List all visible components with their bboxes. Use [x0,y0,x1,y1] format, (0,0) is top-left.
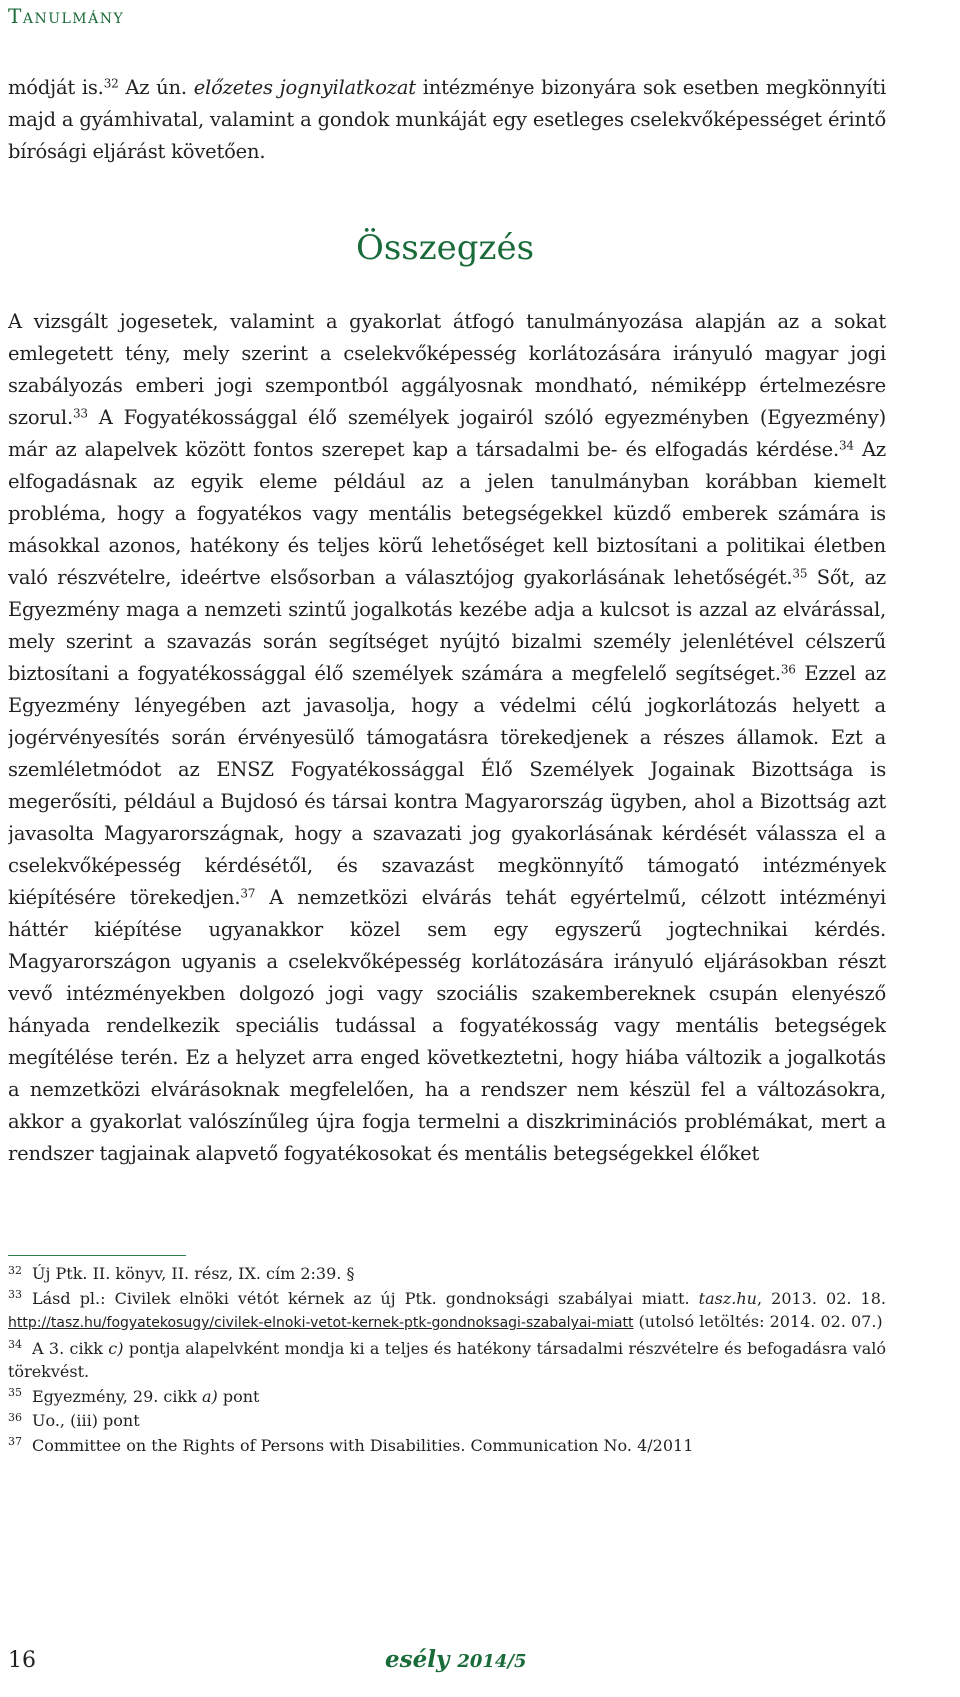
footnote-number: 33 [8,1288,22,1301]
intro-term: előzetes jognyilatkozat [193,76,416,99]
intro-text-end: intézménye bizonyára sok esetben megkönnyíti majd a gyámhivatal, valamint a gondok munkáját egy esetleges cselekvőképességet érintő bírósági eljárást követően. [8,76,887,163]
footnote-link[interactable]: http://tasz.hu/fogyatekosugy/civilek-elnoki-vetot-kernek-ptk-gondnoksagi-szabalyai-miatt [8,1315,634,1331]
footnote-text: Uo., (iii) pont [32,1411,140,1430]
footnote-text: Lásd pl.: Civilek elnöki vétót kérnek az új Ptk. gondnoksági szabályai miatt. [32,1288,699,1308]
body-text-3: Az elfogadásnak az egyik eleme például az a jelen tanulmányban korábban kiemelt probléma, hogy a fogyatékos vagy mentális betegségekkel küzdő emberek számára is másokkal azonos, hatékony és teljes körű lehetőséget kell biztosítani a politikai életben való részvételre, ideértve elsősorban a választójog gyakorlásának lehetőségét. [8,438,886,589]
footnote-ref-36[interactable]: 36 [780,662,796,677]
footnote-text: Új Ptk. II. könyv, II. rész, IX. cím 2:39. § [32,1264,355,1283]
footnote-text-end: pontja alapelvként mondja ki a teljes és hatékony társadalmi részvételre és befogadásra való törekvést. [8,1338,887,1381]
intro-text-mid: Az ún. [118,76,194,99]
footnote-32 [8,1262,886,1286]
body-text-2: A Fogyatékossággal élő személyek jogairól szóló egyezményben (Egyezmény) már az alapelvek között fontos szerepet kap a társadalmi be- és elfogadás kérdése. [8,406,886,461]
footnote-ref-35[interactable]: 35 [792,566,808,581]
footnote-number: 32 [8,1263,22,1277]
section-heading: Összegzés [355,228,535,268]
page-number: 16 [8,1648,36,1673]
footnote-divider [8,1255,186,1256]
intro-paragraph [8,72,886,168]
footnote-emphasis: c) [108,1338,124,1358]
body-text-4: Sőt, az Egyezmény maga a nemzeti szintű jogalkotás kezébe adja a kulcsot is azzal az elvárással, mely szerint a szavazás során segítséget nyújtó bizalmi személy jelenlétével célszerű biztosítani a fogyatékossággal élő személyek számára a megfelelő segítséget. [8,566,886,685]
body-text-1: A vizsgált jogesetek, valamint a gyakorlat átfogó tanulmányozása alapján az a sokat emlegetett tény, mely szerint a cselekvőképesség korlátozására irányuló magyar jogi szabályozás emberi jogi szempontból aggályosnak mondható, némiképp értelmezésre szorul. [8,310,886,429]
footnote-text: Egyezmény, 29. cikk [32,1386,202,1406]
body-text-5: Ezzel az Egyezmény lényegében azt javasolja, hogy a védelmi célú jogkorlátozás helyett a jogérvényesítés során érvényesülő támogatásra törekedjenek a részes államok. Ezt a szemléletmódot az ENSZ Fogyatékossággal Élő Személyek Jogainak Bizottsága is megerősíti, például a Bujdosó és társai kontra Magyarország ügyben, ahol a Bizottság azt javasolta Magyarországnak, hogy a szavazati jog gyakorlásának kérdését válassza el a cselekvőképesség kérdésétől, és szavazást megkönnyítő támogató intézmények kiépítésére törekedjen. [8,662,886,909]
footnote-37 [8,1434,886,1458]
footnote-number: 37 [8,1435,22,1448]
footnotes-list [8,1262,886,1458]
footnote-text: Committee on the Rights of Persons with Disabilities. Communication No. 4/2011 [32,1435,694,1455]
running-title: Tanulmány [8,4,125,28]
footnote-date: , 2013. 02. 18. [756,1288,886,1308]
footnote-number: 36 [8,1410,22,1424]
footnote-ref-33[interactable]: 33 [72,406,88,421]
footnote-source: tasz.hu [698,1288,757,1308]
footnote-number: 34 [8,1338,22,1351]
footnote-35 [8,1385,886,1409]
journal-logo [385,1646,527,1673]
body-text-6: A nemzetközi elvárás tehát egyértelmű, célzott intézményi háttér kiépítése ugyanakkor közel sem egy egyszerű jogtechnikai kérdés. Magyarországon ugyanis a cselekvőképesség korlátozására irányuló eljárásokban részt vevő intézményekben dolgozó jogi vagy szociális szakembereknek csupán elenyésző hányada rendelkezik speciális tudással a fogyatékosság vagy mentális betegségek megítélése terén. Ez a helyzet arra enged következtetni, hogy hiába változik a jogalkotás a nemzetközi elvárásoknak megfelelően, ha a rendszer nem készül fel a változásokra, akkor a gyakorlat valószínűleg újra fogja termelni a diszkriminációs problémákat, mert a rendszer tagjainak alapvető fogyatékosokat és mentális betegségekkel élőket [8,886,886,1165]
footnote-number: 35 [8,1386,22,1399]
summary-paragraph [8,306,886,1246]
journal-name: esély [385,1646,450,1673]
footnote-emphasis: a) [201,1386,218,1406]
footnote-tail: (utolsó letöltés: 2014. 02. 07.) [633,1312,883,1331]
footnote-text: A 3. cikk [32,1338,109,1358]
footnote-ref-32[interactable]: 32 [103,76,119,91]
journal-issue: 2014/5 [457,1651,527,1672]
footnote-34 [8,1337,886,1384]
intro-text-start: módját is. [8,76,104,99]
footnote-36 [8,1409,886,1433]
footnote-text-end: pont [217,1386,260,1406]
footnote-ref-34[interactable]: 34 [838,438,854,453]
footnote-33 [8,1287,886,1336]
footnote-ref-37[interactable]: 37 [240,886,256,901]
